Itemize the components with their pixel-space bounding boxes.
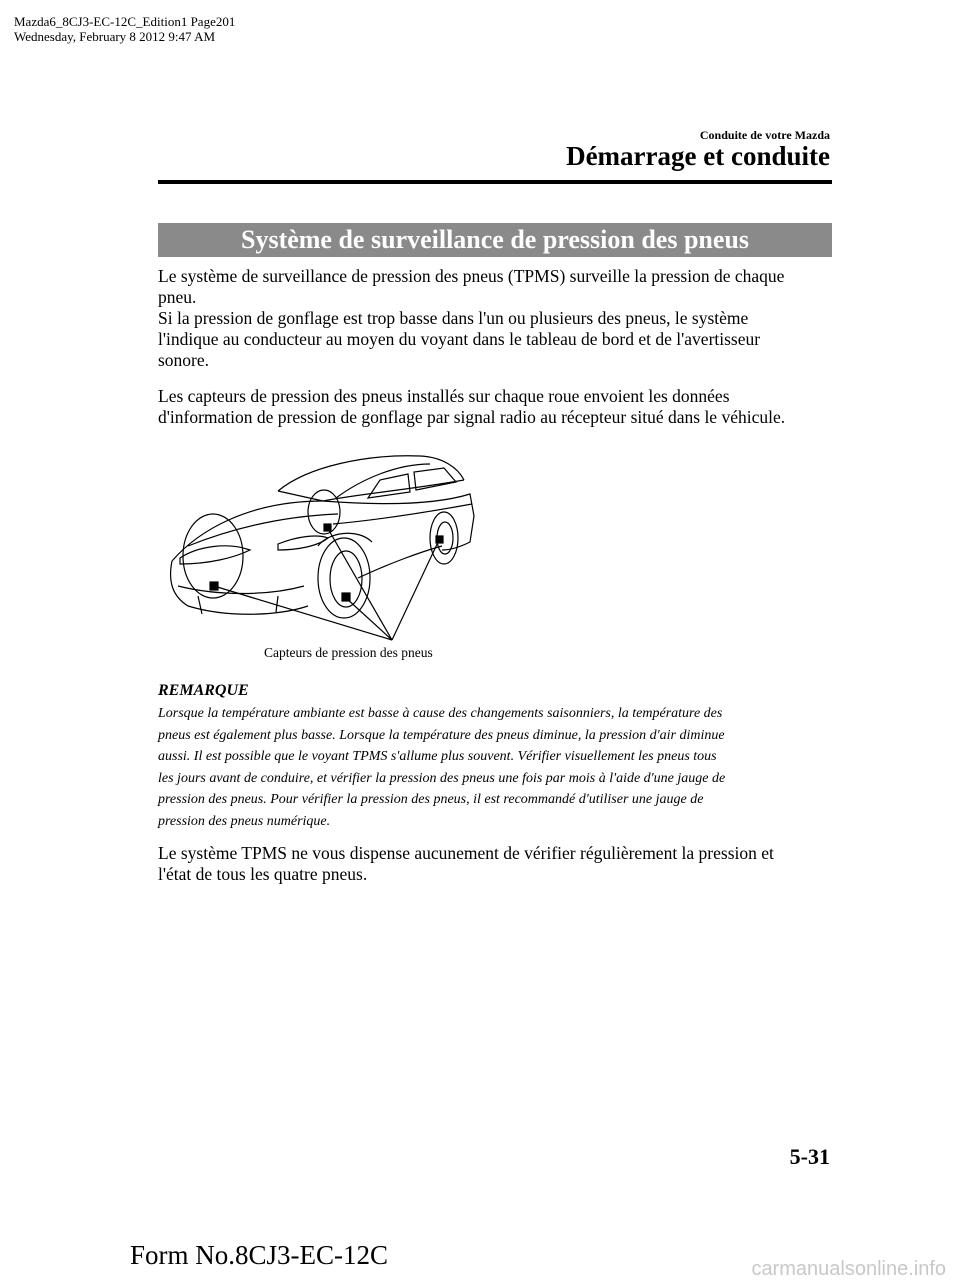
text-line: d'information de pression de gonflage par signal radio au récepteur situé dans le véhicule. [158, 407, 786, 427]
print-header [14, 14, 235, 44]
watermark: carmanualsonline.info [751, 1258, 946, 1280]
note-line: aussi. Il est possible que le voyant TPMS s'allume plus souvent. Vérifier visuellement les pneus tous [158, 749, 717, 764]
note-line: pression des pneus. Pour vérifier la pression des pneus, il est recommandé d'utiliser une jauge de [158, 792, 704, 807]
closing-paragraph [158, 843, 832, 885]
car-sensor-illustration [158, 446, 478, 642]
section-subtitle: Conduite de votre Mazda [699, 128, 830, 142]
intro-paragraph [158, 266, 832, 371]
text-line: Le système TPMS ne vous dispense aucunement de vérifier régulièrement la pression et [158, 843, 774, 863]
header-rule [158, 180, 832, 184]
note-title: REMARQUE [158, 682, 249, 699]
car-icon [158, 446, 478, 642]
text-line: pneu. [158, 287, 197, 307]
page-title: Système de surveillance de pression des pneus [158, 223, 832, 257]
text-line: l'état de tous les quatre pneus. [158, 864, 368, 884]
text-line: l'indique au conducteur au moyen du voyant dans le tableau de bord et de l'avertisseur [158, 329, 761, 349]
note-line: pression des pneus numérique. [158, 813, 331, 829]
page-number: 5-31 [789, 1144, 830, 1169]
note-body [158, 703, 832, 832]
text-line: Les capteurs de pression des pneus installés sur chaque roue envoient les données [158, 386, 730, 406]
note-line: pneus est également plus basse. Lorsque la température des pneus diminue, la pression d'air diminue [158, 727, 725, 743]
note-line: Lorsque la température ambiante est basse à cause des changements saisonniers, la température des [158, 706, 723, 721]
illustration-caption: Capteurs de pression des pneus [264, 645, 433, 660]
text-line: Le système de surveillance de pression des pneus (TPMS) surveille la pression de chaque [158, 266, 785, 286]
note-line: les jours avant de conduire, et vérifier la pression des pneus une fois par mois à l'aide d'une jauge de [158, 770, 726, 786]
form-number: Form No.8CJ3-EC-12C [130, 1240, 389, 1270]
text-line: Si la pression de gonflage est trop basse dans l'un ou plusieurs des pneus, le système [158, 308, 749, 328]
text-line: sonore. [158, 350, 210, 370]
print-header-line-1: Mazda6_8CJ3-EC-12C_Edition1 Page201 [14, 14, 236, 29]
sensor-paragraph [158, 386, 832, 428]
print-header-line-2: Wednesday, February 8 2012 9:47 AM [14, 29, 216, 44]
section-title: Démarrage et conduite [566, 141, 830, 171]
